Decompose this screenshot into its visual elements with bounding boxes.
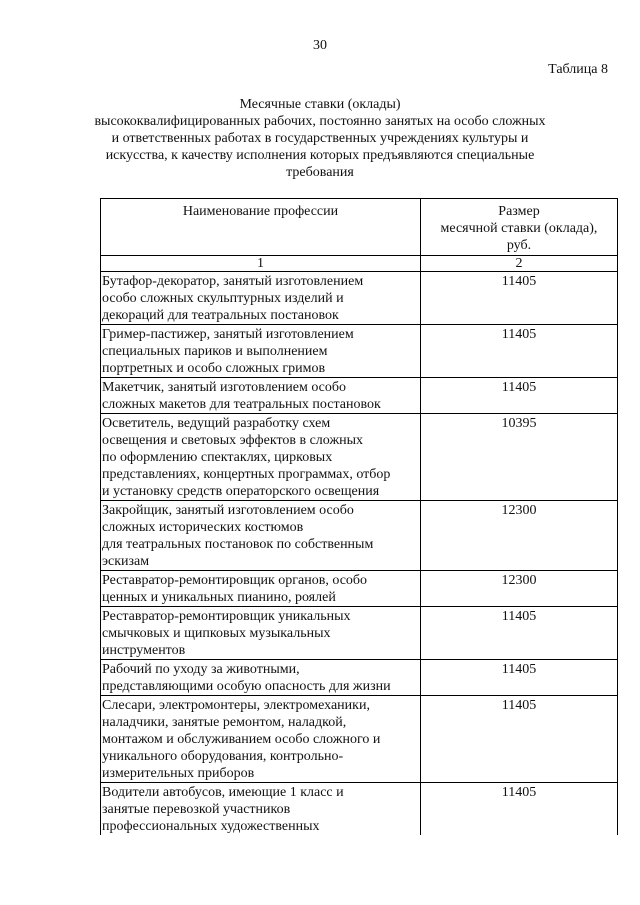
profession-line: представляющими особую опасность для жизни [102,679,391,694]
rate-cell: 10395 [421,414,618,501]
profession-line: и установку средств операторского освещения [102,484,380,499]
profession-line: специальных париков и выполнением [102,344,328,359]
profession-line: занятые перевозкой участников [102,802,291,817]
profession-line: сложных исторических костюмов [102,520,304,535]
document-title [70,96,570,181]
column-number: 1 [101,256,421,272]
table-row [101,272,618,325]
page-number: 30 [313,38,327,53]
table-row [101,414,618,501]
profession-cell [101,607,421,660]
profession-line: Реставратор-ремонтировщик уникальных [102,609,351,624]
rate-cell: 11405 [421,783,618,836]
table-row [101,325,618,378]
profession-cell [101,272,421,325]
title-line: Месячные ставки (оклады) [239,97,401,112]
profession-line: портретных и особо сложных гримов [102,361,326,376]
profession-line: Реставратор-ремонтировщик органов, особо [102,573,368,588]
profession-cell [101,696,421,783]
profession-line: Водители автобусов, имеющие 1 класс и [102,785,344,800]
profession-line: Закройщик, занятый изготовлением особо [102,503,354,518]
header-profession: Наименование профессии [101,199,421,256]
profession-line: Слесари, электромонтеры, электромеханики, [102,698,370,713]
profession-line: особо сложных скульптурных изделий и [102,291,344,306]
profession-line: Рабочий по уходу за животными, [102,662,300,677]
column-number-row [101,256,618,272]
header-rate-line: месячной ставки (оклада), [440,221,598,236]
rate-cell: 11405 [421,325,618,378]
table-row [101,378,618,414]
table-row [101,696,618,783]
table-row [101,783,618,836]
rate-cell: 11405 [421,696,618,783]
table-row [101,571,618,607]
profession-line: Макетчик, занятый изготовлением особо [102,380,347,395]
profession-cell [101,414,421,501]
header-rate-line: руб. [506,238,532,253]
profession-line: эскизам [102,554,150,569]
rate-cell: 11405 [421,272,618,325]
title-line: высококвалифицированных рабочих, постоянно занятых на особо сложных [94,114,546,129]
profession-line: представлениях, концертных программах, отбор [102,467,391,482]
rate-cell: 11405 [421,660,618,696]
profession-line: монтажом и обслуживанием особо сложного и [102,732,381,747]
table-row [101,501,618,571]
profession-line: освещения и световых эффектов в сложных [102,433,364,448]
header-rate-line: Размер [498,204,540,219]
column-number: 2 [421,256,618,272]
header-rate [421,199,618,256]
profession-cell [101,378,421,414]
profession-line: наладчики, занятые ремонтом, наладкой, [102,715,347,730]
profession-line: для театральных постановок по собственным [102,537,374,552]
profession-line: Бутафор-декоратор, занятый изготовлением [102,274,364,289]
profession-cell [101,783,421,836]
table-label: Таблица 8 [548,62,608,77]
profession-line: Осветитель, ведущий разработку схем [102,416,331,431]
profession-line: декораций для театральных постановок [102,308,339,323]
rate-cell: 12300 [421,501,618,571]
table-header-row [101,199,618,256]
rate-cell: 12300 [421,571,618,607]
profession-line: уникального оборудования, контрольно- [102,749,344,764]
profession-line: измерительных приборов [102,766,255,781]
title-line: требования [286,165,354,180]
title-line: и ответственных работах в государственных учреждениях культуры и [111,131,529,146]
profession-line: инструментов [102,643,186,658]
table-row [101,607,618,660]
profession-line: Гример-пастижер, занятый изготовлением [102,327,354,342]
profession-line: ценных и уникальных пианино, роялей [102,590,336,605]
profession-cell [101,325,421,378]
profession-cell [101,660,421,696]
profession-line: сложных макетов для театральных постановок [102,397,381,412]
profession-cell [101,571,421,607]
profession-line: по оформлению спектаклях, цирковых [102,450,333,465]
rates-table [100,198,618,835]
title-line: искусства, к качеству исполнения которых предъявляются специальные [105,148,535,163]
rate-cell: 11405 [421,607,618,660]
profession-line: профессиональных художественных [102,819,320,834]
table-row [101,660,618,696]
rates-table-body [101,199,618,836]
rate-cell: 11405 [421,378,618,414]
profession-cell [101,501,421,571]
profession-line: смычковых и щипковых музыкальных [102,626,331,641]
